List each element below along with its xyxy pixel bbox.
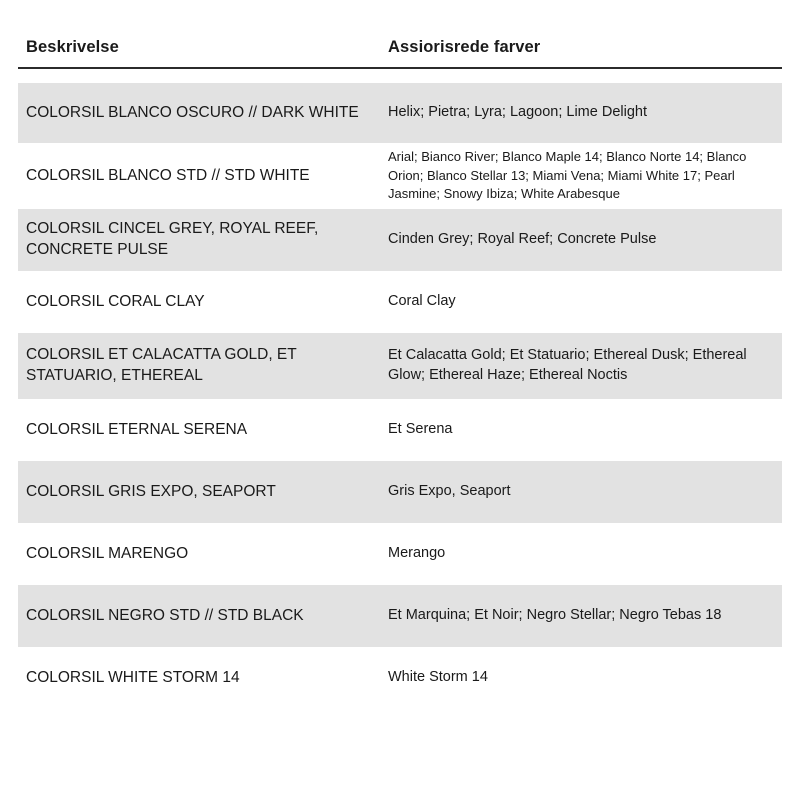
cell-colors: Helix; Pietra; Lyra; Lagoon; Lime Delight (388, 104, 647, 121)
cell-description: COLORSIL BLANCO OSCURO // DARK WHITE (26, 103, 359, 121)
cell-description: COLORSIL WHITE STORM 14 (26, 668, 240, 686)
table-header-row (18, 38, 782, 69)
colors-table (18, 38, 782, 709)
table-row (18, 585, 782, 647)
cell-description: COLORSIL CORAL CLAY (26, 292, 205, 310)
cell-colors: Et Marquina; Et Noir; Negro Stellar; Negro Tebas 18 (388, 607, 722, 624)
table-row (18, 143, 782, 209)
cell-description: COLORSIL NEGRO STD // STD BLACK (26, 606, 304, 624)
table-row (18, 271, 782, 333)
cell-description: COLORSIL MARENGO (26, 544, 189, 562)
table-row (18, 461, 782, 523)
table-row (18, 209, 782, 271)
cell-description: COLORSIL BLANCO STD // STD WHITE (26, 166, 310, 184)
table-row (18, 399, 782, 461)
cell-colors: Merango (388, 545, 446, 562)
column-header-colors: Assiorisrede farver (388, 38, 541, 56)
cell-description: COLORSIL ETERNAL SERENA (26, 420, 248, 438)
table-body (18, 83, 782, 709)
table-row (18, 333, 782, 399)
cell-colors: Et Calacatta Gold; Et Statuario; Ethereal Dusk; Ethereal Glow; Ethereal Haze; Ethereal Noctis (388, 347, 747, 383)
cell-colors: White Storm 14 (388, 669, 488, 686)
cell-colors: Gris Expo, Seaport (388, 483, 511, 500)
table-row (18, 83, 782, 143)
table-row (18, 647, 782, 709)
column-header-description: Beskrivelse (26, 38, 119, 56)
cell-description: COLORSIL ET CALACATTA GOLD, ET STATUARIO, ETHEREAL (26, 346, 297, 384)
cell-colors: Cinden Grey; Royal Reef; Concrete Pulse (388, 231, 657, 248)
cell-colors: Et Serena (388, 421, 453, 438)
cell-colors: Coral Clay (388, 293, 456, 310)
cell-colors: Arial; Bianco River; Blanco Maple 14; Blanco Norte 14; Blanco Orion; Blanco Stellar 13; Miami Vena; Miami White 17; Pearl Jasmine; Snowy Ibiza; White Arabesque (388, 149, 747, 202)
cell-description: COLORSIL GRIS EXPO, SEAPORT (26, 482, 276, 500)
cell-description: COLORSIL CINCEL GREY, ROYAL REEF, CONCRETE PULSE (26, 220, 319, 258)
table-row (18, 523, 782, 585)
